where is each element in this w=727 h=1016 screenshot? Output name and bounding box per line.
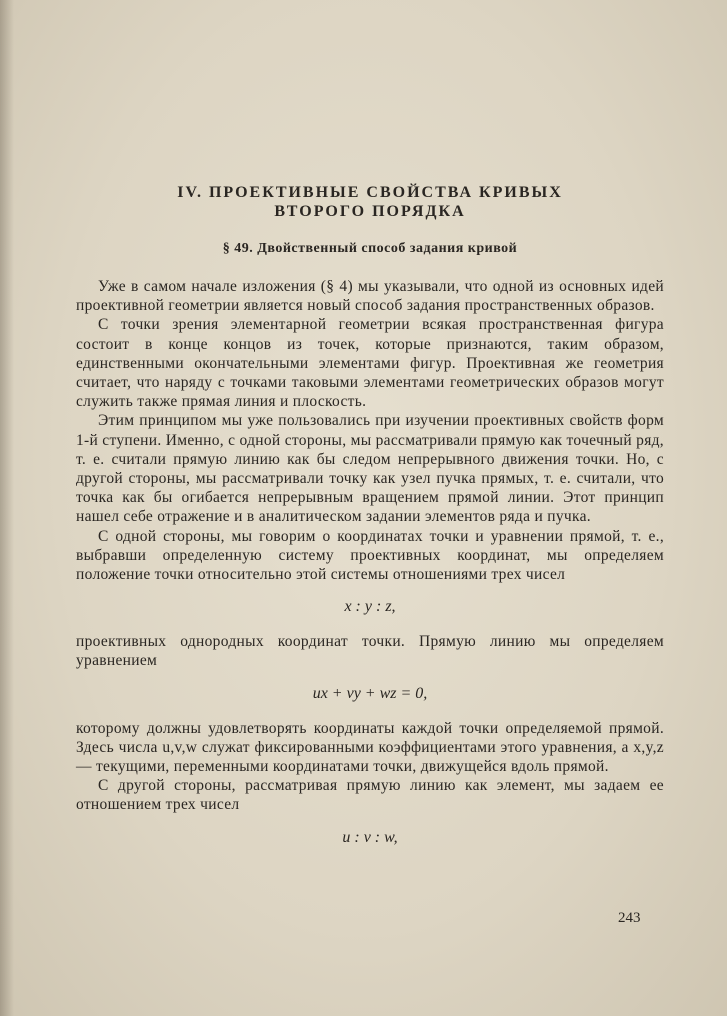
formula-line-equation: ux + vy + wz = 0, xyxy=(312,684,428,702)
paragraph-4: С одной стороны, мы говорим о координатах точки и уравнении прямой, т. е., выбравши определенную систему проективных координат, мы определяем положение точки относительно этой системы отношениями трех чисел xyxy=(76,527,664,584)
chapter-title-line-1: IV. ПРОЕКТИВНЫЕ СВОЙСТВА КРИВЫХ xyxy=(177,184,563,201)
paragraph-last: С другой стороны, рассматривая прямую линию как элемент, мы задаем ее отношением трех чисел xyxy=(76,777,664,814)
formula-line-coordinates: u : v : w, xyxy=(342,828,398,846)
formula-point-coordinates: x : y : z, xyxy=(344,598,396,616)
page-edge-shadow xyxy=(0,0,14,1016)
paragraph-1: Уже в самом начале изложения (§ 4) мы указывали, что одной из основных идей проективной геометрии является новый способ задания пространственных образов. xyxy=(76,278,664,315)
paragraph-after-formula-1: проективных однородных координат точки. Прямую линию мы определяем уравнением xyxy=(76,633,664,670)
chapter-title-line-2: ВТОРОГО ПОРЯДКА xyxy=(274,203,466,220)
paragraph-after-formula-2: которому должны удовлетворять координаты каждой точки определяемой прямой. Здесь числа u,v,w служат фиксированными коэффициентами этого уравнения, а x,y,z — текущими, переменными координатами точки, движущейся вдоль прямой. xyxy=(76,719,664,776)
page-content xyxy=(76,183,664,863)
paragraph-3: Этим принципом мы уже пользовались при изучении проективных свойств форм 1-й ступени. Именно, с одной стороны, мы рассматривали прямую как точечный ряд, т. е. считали прямую линию как бы следом непрерывного движения точки. Но, с другой стороны, мы рассматривали точку как узел пучка прямых, т. е. считали, что точка как бы огибается непрерывным вращением прямой линии. Этот принцип нашел себе отражение и в аналитическом задании элементов ряда и пучка. xyxy=(76,412,664,526)
paragraph-2: С точки зрения элементарной геометрии всякая пространственная фигура состоит в конце концов из точек, которые признаются, таким образом, единственными окончательными элементами фигур. Проективная же геометрия считает, что наряду с точками таковыми элементами геометрических образов могут служить также прямая линия и плоскость. xyxy=(76,316,664,411)
section-title: § 49. Двойственный способ задания кривой xyxy=(222,241,518,256)
page-number: 243 xyxy=(618,910,641,926)
